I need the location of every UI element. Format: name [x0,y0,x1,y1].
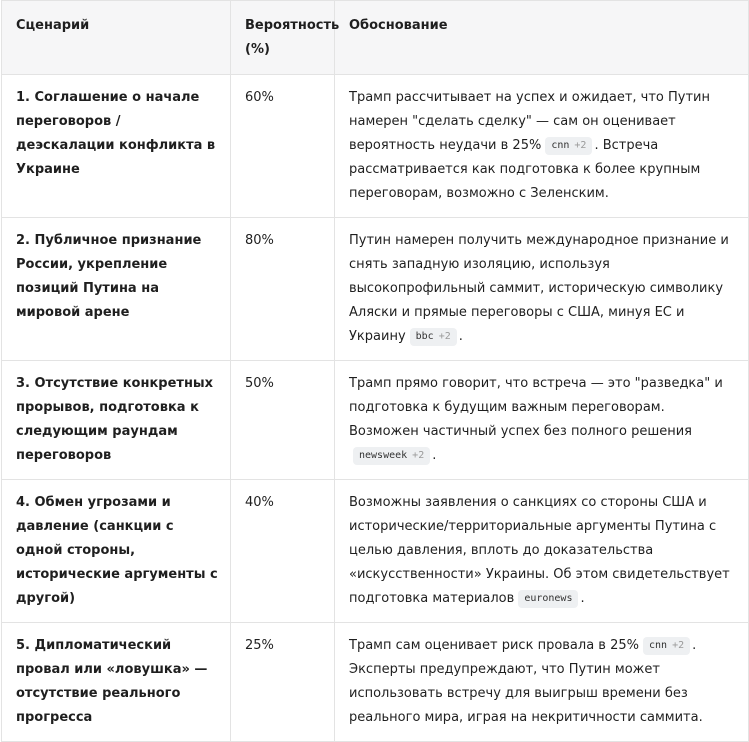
header-scenario: Сценарий [2,1,231,75]
source-chip-euronews[interactable] [518,590,578,608]
probability-cell: 40% [231,480,335,623]
source-more-count: +2 [412,450,425,461]
source-name: bbc [415,331,434,342]
probability-cell: 50% [231,361,335,480]
justification-cell [335,623,749,742]
table-row [2,218,749,361]
justification-text: Путин намерен получить международное признание и снять западную изоляцию, используя высокопрофильный саммит, историческую символику Аляски и прямые переговоры с США, минуя ЕС и Украину [349,233,729,344]
table-row [2,623,749,742]
probability-cell: 25% [231,623,335,742]
header-justification: Обоснование [335,1,749,75]
table-header-row [2,1,749,75]
justification-text-end: . Встреча рассматривается как подготовка к более крупным переговорам, возможно с Зеленским. [349,138,701,201]
source-name: euronews [524,593,573,604]
justification-cell [335,218,749,361]
source-name: cnn [649,640,668,651]
justification-text-end: . [458,329,463,344]
scenario-cell: 3. Отсутствие конкретных прорывов, подготовка к следующим раундам переговоров [2,361,231,480]
probability-cell: 80% [231,218,335,361]
source-chip-cnn[interactable] [643,637,690,655]
justification-cell [335,361,749,480]
table-row [2,361,749,480]
table-row [2,75,749,218]
justification-text-end: . [580,591,585,606]
justification-text-end: . [432,448,437,463]
justification-text: Трамп прямо говорит, что встреча — это "разведка" и подготовка к будущим важным переговорам. Возможен частичный успех без полного решения [349,376,723,439]
justification-cell [335,75,749,218]
scenario-cell: 4. Обмен угрозами и давление (санкции с одной стороны, исторические аргументы с другой) [2,480,231,623]
source-more-count: +2 [672,640,685,651]
source-name: cnn [551,140,570,151]
source-chip-bbc[interactable] [410,328,457,346]
scenario-cell: 2. Публичное признание России, укрепление позиций Путина на мировой арене [2,218,231,361]
source-name: newsweek [359,450,408,461]
justification-cell [335,480,749,623]
justification-text-end: . Эксперты предупреждают, что Путин может использовать встречу для выигрыш времени без реального мира, играя на некритичности саммита. [349,638,703,725]
source-chip-cnn[interactable] [545,137,592,155]
probability-cell: 60% [231,75,335,218]
scenario-cell: 1. Соглашение о начале переговоров / деэскалации конфликта в Украине [2,75,231,218]
source-more-count: +2 [574,140,587,151]
justification-text: Возможны заявления о санкциях со стороны США и исторические/территориальные аргументы Путина с целью давления, вплоть до доказательства «искусственности» Украины. Об этом свидетельствует подготовка материалов [349,495,730,606]
scenario-table [1,0,749,742]
justification-text: Трамп сам оценивает риск провала в 25% [349,638,639,653]
table-row [2,480,749,623]
source-more-count: +2 [438,331,451,342]
scenario-cell: 5. Дипломатический провал или «ловушка» — отсутствие реального прогресса [2,623,231,742]
header-probability: Вероятность (%) [231,1,335,75]
justification-text: Трамп рассчитывает на успех и ожидает, что Путин намерен "сделать сделку" — сам он оценивает вероятность неудачи в 25% [349,90,710,153]
source-chip-newsweek[interactable] [353,447,430,465]
